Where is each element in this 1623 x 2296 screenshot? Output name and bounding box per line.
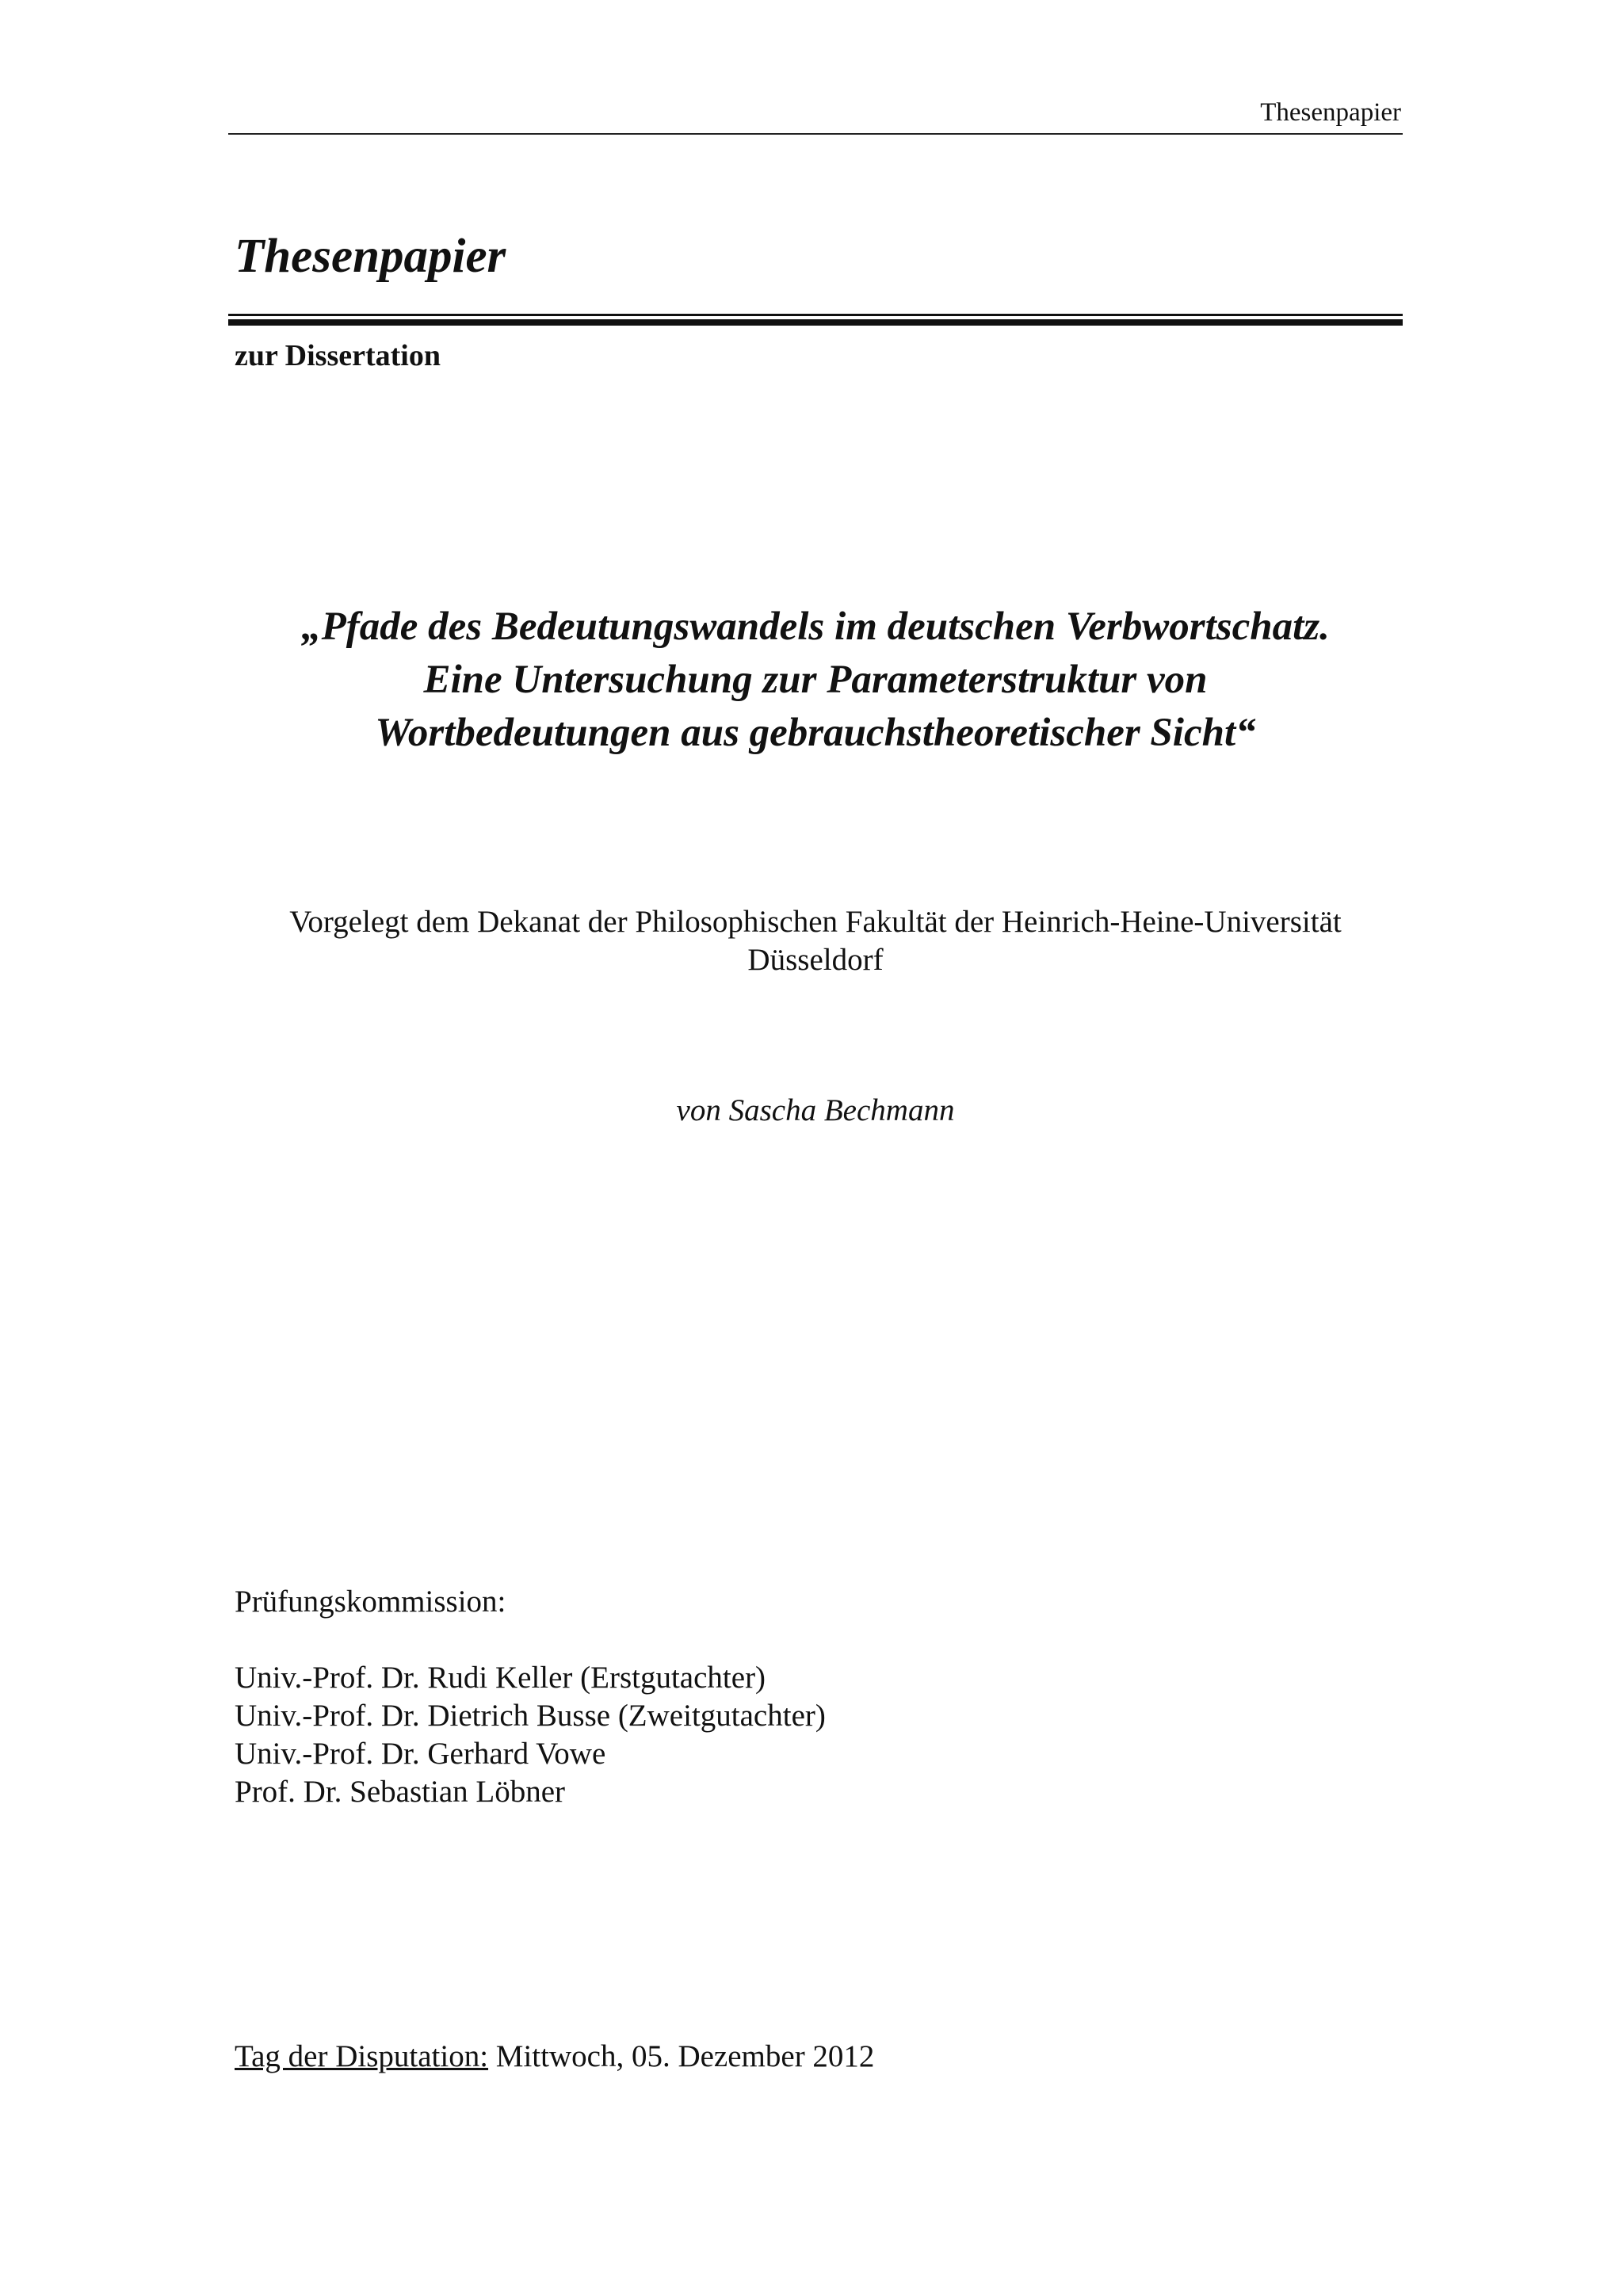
document-subtitle: zur Dissertation [235,339,441,372]
title-rule-thick [228,319,1403,326]
committee-member: Univ.-Prof. Dr. Rudi Keller (Erstgutachter) [235,1661,766,1695]
committee-heading: Prüfungskommission: [235,1585,506,1619]
title-rule-thin [228,314,1403,316]
thesis-title-line: Eine Untersuchung zur Parameterstruktur von [423,658,1208,702]
disputation-value: Mittwoch, 05. Dezember 2012 [495,2039,875,2073]
author-line: von Sascha Bechmann [676,1093,955,1127]
thesis-title-line: „Pfade des Bedeutungswandels im deutschen Verbwortschatz. [301,605,1330,649]
running-header [228,93,1403,135]
running-header-title: Thesenpapier [1260,98,1401,127]
committee-member: Prof. Dr. Sebastian Löbner [235,1775,566,1809]
committee-member: Univ.-Prof. Dr. Gerhard Vowe [235,1737,606,1771]
disputation-label: Tag der Disputation: [235,2039,489,2073]
committee-list [235,1659,826,1811]
thesis-title-line: Wortbedeutungen aus gebrauchstheoretischer Sicht“ [375,711,1256,755]
thesis-title [228,601,1403,760]
disputation-date [235,2038,874,2076]
committee-member: Univ.-Prof. Dr. Dietrich Busse (Zweitgutachter) [235,1699,826,1733]
submission-line: Düsseldorf [747,943,884,977]
examination-committee [235,1583,826,1811]
submission-statement [228,903,1403,979]
title-double-rule [228,314,1403,326]
submission-line: Vorgelegt dem Dekanat der Philosophischen Fakultät der Heinrich-Heine-Universität [289,905,1342,939]
document-title: Thesenpapier [235,230,506,283]
